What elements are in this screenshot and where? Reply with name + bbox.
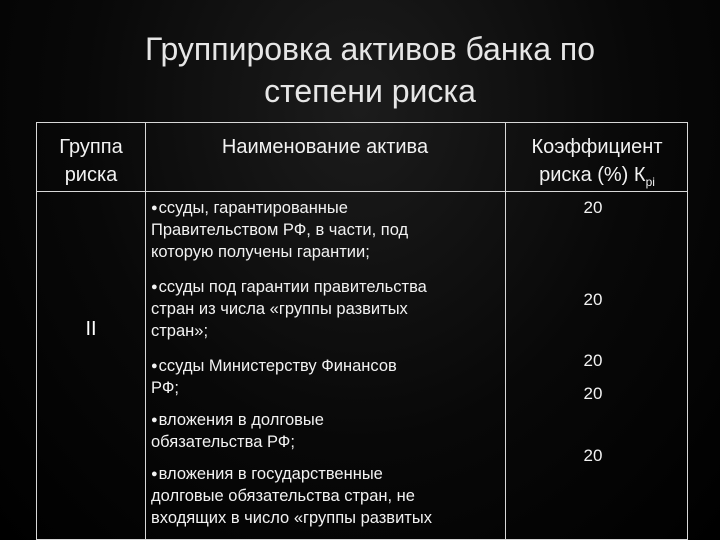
asset-item-2-line-2: стран из числа «группы развитых xyxy=(151,300,408,318)
title-line-1: Группировка активов банка по xyxy=(144,31,596,67)
bullet-icon: ● xyxy=(151,281,158,293)
coefficient-value-2: 20 xyxy=(583,290,603,309)
header-coefficient-subscript: pi xyxy=(645,175,655,189)
slide-title xyxy=(70,28,670,112)
header-asset-name-text: Наименование актива xyxy=(221,136,429,158)
asset-item-4-line-1 xyxy=(151,409,501,431)
column-divider-1 xyxy=(145,123,146,539)
asset-item-1 xyxy=(151,197,501,263)
bullet-icon: ● xyxy=(151,360,158,372)
header-group-line-1: Группа xyxy=(59,136,123,158)
header-asset-name xyxy=(145,133,505,161)
asset-item-1-line-1 xyxy=(151,197,501,219)
header-coefficient-label: риска (%) К xyxy=(539,164,646,186)
asset-item-3-line-1 xyxy=(151,355,501,377)
bullet-icon: ● xyxy=(151,202,158,214)
asset-item-5-line-1 xyxy=(151,463,501,485)
header-coefficient-line-2 xyxy=(505,161,689,196)
title-line-2: степени риска xyxy=(264,73,476,109)
bullet-icon: ● xyxy=(151,414,158,426)
asset-item-1-line-3: которую получены гарантии; xyxy=(151,243,370,261)
risk-group-value: II xyxy=(85,318,97,340)
coefficient-value-5: 20 xyxy=(583,446,603,465)
asset-item-4 xyxy=(151,409,501,453)
asset-item-text: ссуды, гарантированные xyxy=(158,199,348,217)
coefficient-value-4: 20 xyxy=(583,384,603,403)
asset-item-5 xyxy=(151,463,501,529)
asset-item-text: ссуды Министерству Финансов xyxy=(158,357,397,375)
header-group xyxy=(37,133,145,189)
asset-item-text: вложения в государственные xyxy=(158,465,383,483)
asset-item-3 xyxy=(151,355,501,399)
coefficient-value-3: 20 xyxy=(583,351,603,370)
coefficient-value-1: 20 xyxy=(583,198,603,217)
asset-item-text: вложения в долговые xyxy=(158,411,324,429)
asset-item-text: ссуды под гарантии правительства xyxy=(158,278,427,296)
header-group-line-2: риска xyxy=(64,164,118,186)
header-coefficient xyxy=(505,133,689,196)
risk-table xyxy=(36,122,688,540)
header-coefficient-line-1: Коэффициент xyxy=(531,136,663,158)
asset-item-2 xyxy=(151,276,501,342)
asset-item-3-line-2: РФ; xyxy=(151,379,179,397)
asset-item-2-line-3: стран»; xyxy=(151,322,209,340)
asset-item-5-line-2: долговые обязательства стран, не xyxy=(151,487,415,505)
asset-item-5-line-3: входящих в число «группы развитых xyxy=(151,509,432,527)
bullet-icon: ● xyxy=(151,468,158,480)
asset-item-4-line-2: обязательства РФ; xyxy=(151,433,295,451)
asset-item-1-line-2: Правительством РФ, в части, под xyxy=(151,221,409,239)
asset-item-2-line-1 xyxy=(151,276,501,298)
